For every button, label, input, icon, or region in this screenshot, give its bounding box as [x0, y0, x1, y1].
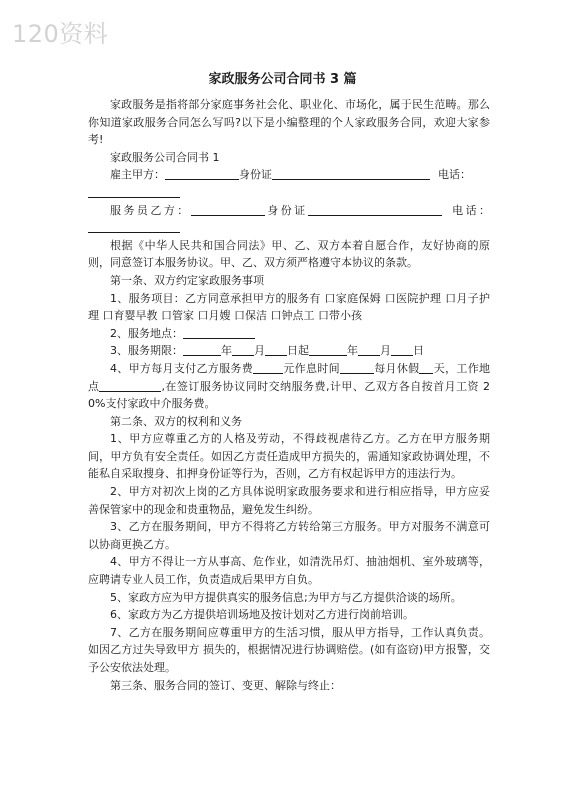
period-start-day-blank	[265, 343, 287, 356]
period-month-2: 月	[380, 344, 391, 358]
article-2-item-3: 3、乙方在服务期间，甲方不得将乙方转给第三方服务。甲方对服务不满意可以协商更换乙方。	[88, 520, 490, 551]
worker-name-blank	[191, 203, 265, 216]
article-2-item-4: 4、甲方不得让一方从事高、危作业，如清洗吊灯、抽油烟机、室外玻璃等，应聘请专业人员工作，负责造成后果甲方自负。	[88, 555, 490, 587]
work-place-blank	[99, 379, 161, 392]
employer-phone-blank	[88, 185, 180, 198]
article-2-item-2: 2、甲方对初次上岗的乙方具体说明家政服务要求和进行相应指导，甲方应妥善保管家中的现金和贵重物品，避免发生纠纷。	[88, 485, 490, 516]
intro-paragraph: 家政服务是指将部分家庭事务社会化、职业化、市场化，属于民生范畴。那么你知道家政服务合同怎么写吗?以下是小编整理的个人家政服务合同，欢迎大家参考!	[88, 98, 490, 147]
preamble-paragraph: 根据《中华人民共和国合同法》甲、乙、双方本着自愿合作，友好协商的原则，同意签订本服务协议。甲、乙、双方须严格遵守本协议的条款。	[88, 238, 490, 270]
employer-phone-label: 电话：	[438, 168, 471, 182]
article-1-item-1: 1、服务项目：乙方同意承担甲方的服务有 口家庭保姆 口医院护理 口月子护理 口育婴早教 口管家 口月嫂 口保洁 口钟点工 口带小孩	[88, 291, 490, 323]
fee-clause-a: 4、甲方每月支付乙方服务费	[110, 361, 254, 375]
worker-id-label: 身份证	[264, 203, 308, 217]
monthly-fee-blank	[253, 361, 283, 374]
employer-name-blank	[165, 167, 239, 180]
employer-id-label: 身份证	[239, 168, 272, 182]
period-month-1: 月	[254, 344, 265, 358]
worker-phone-label: 电话：	[449, 203, 491, 217]
service-location-label: 2、服务地点：	[110, 326, 183, 340]
article-2-title: 第二条、双方的权利和义务	[110, 414, 242, 428]
period-start-month-blank	[232, 343, 254, 356]
article-3-title: 第三条、服务合同的签订、变更、解除与终止：	[110, 678, 341, 692]
worker-phone-blank	[88, 220, 180, 233]
employer-id-blank	[272, 167, 430, 180]
article-2-item-1: 1、甲方应尊重乙方的人格及劳动，不得歧视虐待乙方。乙方在甲方服务期间，甲方负有安全责任。如因乙方责任造成甲方损失的，需通知家政协调处理，不能私自采取搜身、扣押身份证等行为，否则，乙方有权起诉甲方的违法行为。	[88, 432, 490, 481]
work-hours-blank	[340, 361, 374, 374]
worker-label: 服务员乙方：	[110, 203, 191, 217]
article-2-item-6: 6、家政方为乙方提供培训场地及按计划对乙方进行岗前培训。	[110, 608, 414, 622]
period-end-year-blank	[309, 343, 347, 356]
worker-line	[88, 202, 490, 237]
article-1-item-4	[88, 360, 490, 413]
period-end-month-blank	[358, 343, 380, 356]
contract-title: 家政服务公司合同书 1	[110, 150, 220, 164]
article-2-item-7: 7、乙方在服务期间应尊重甲方的生活习惯，服从甲方指导，工作认真负责。如因乙方过失导致甲方 损失的，根据情况进行协调赔偿。(如有盗窃)甲方报警，交予公安依法处理。	[88, 625, 490, 674]
article-2-item-5: 5、家政方应为甲方提供真实的服务信息;为甲方与乙方提供洽谈的场所。	[110, 590, 462, 604]
period-day-end: 日	[413, 344, 424, 358]
period-start-year-blank	[183, 343, 221, 356]
period-year-2: 年	[347, 344, 358, 358]
article-1-item-3	[88, 342, 490, 360]
document-body	[88, 96, 490, 694]
vacation-days-blank	[419, 361, 433, 374]
fee-clause-e: ,在签订服务协议同时交纳服务费,计甲、乙双方各自按首月工资 20%支付家政中介服务费。	[88, 379, 490, 411]
fee-clause-d: 天，工作地点	[88, 361, 491, 393]
service-period-label: 3、服务期限：	[110, 344, 183, 358]
watermark: 120资料	[12, 20, 109, 48]
fee-clause-c: 每月休假	[373, 361, 420, 375]
period-end-day-blank	[391, 343, 413, 356]
document-title: 家政服务公司合同书 3 篇	[208, 72, 357, 87]
article-1-title: 第一条、双方约定家政服务事项	[110, 273, 264, 287]
period-year-1: 年	[221, 344, 232, 358]
period-day-from: 日起	[287, 344, 309, 358]
worker-id-blank	[308, 203, 442, 216]
fee-clause-b: 元作息时间	[283, 361, 340, 375]
article-1-item-2	[88, 325, 490, 343]
service-location-blank	[183, 326, 255, 339]
employer-label: 雇主甲方：	[110, 168, 165, 182]
employer-line	[88, 166, 490, 201]
